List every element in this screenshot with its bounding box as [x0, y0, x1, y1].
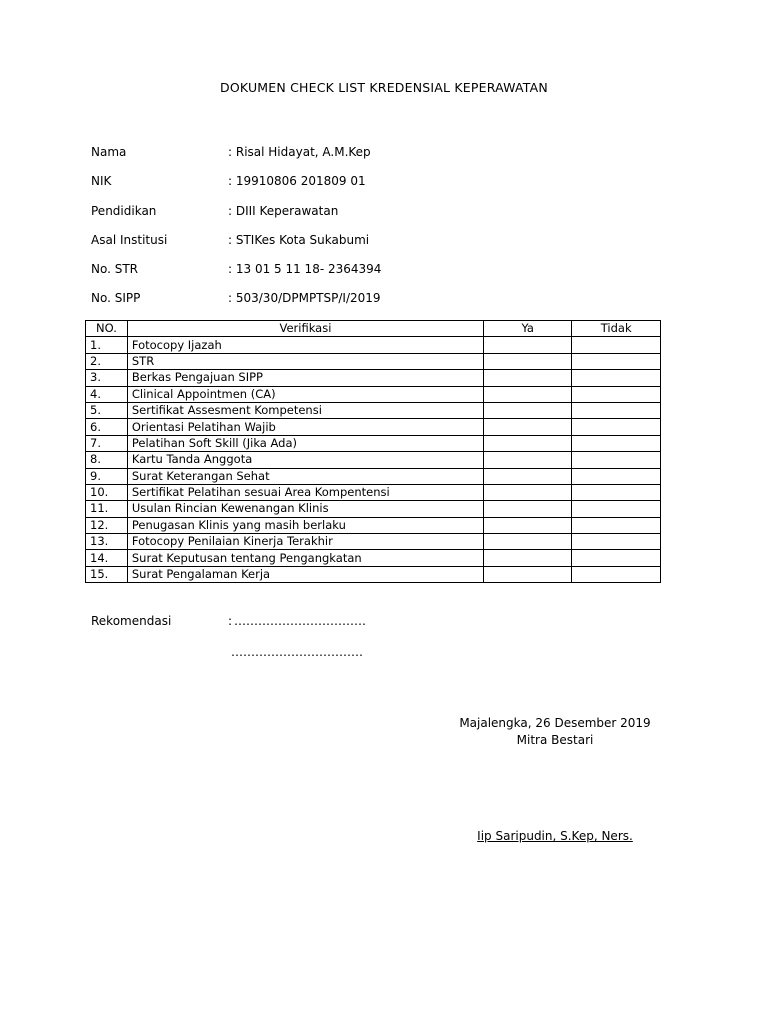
ya-cell[interactable] — [484, 550, 572, 566]
table-row — [86, 501, 661, 517]
row-number: 2. — [86, 353, 128, 369]
row-number: 7. — [86, 435, 128, 451]
row-number: 6. — [86, 419, 128, 435]
tidak-cell[interactable] — [572, 370, 661, 386]
identity-label: Asal Institusi — [91, 232, 168, 247]
identity-row-pendidikan — [91, 201, 651, 230]
identity-label: Pendidikan — [91, 203, 157, 218]
identity-label: No. SIPP — [91, 291, 141, 306]
tidak-cell[interactable] — [572, 419, 661, 435]
row-item: Usulan Rincian Kewenangan Klinis — [127, 501, 483, 517]
tidak-cell[interactable] — [572, 337, 661, 353]
identity-value: : 503/30/DPMPTSP/I/2019 — [228, 291, 381, 306]
table-row — [86, 435, 661, 451]
tidak-cell[interactable] — [572, 501, 661, 517]
tidak-cell[interactable] — [572, 550, 661, 566]
row-item: Pelatihan Soft Skill (Jika Ada) — [127, 435, 483, 451]
identity-row-nik — [91, 171, 651, 200]
tidak-cell[interactable] — [572, 517, 661, 533]
identity-value: : DIII Keperawatan — [228, 203, 339, 218]
table-row — [86, 517, 661, 533]
table-row — [86, 337, 661, 353]
table-row — [86, 353, 661, 369]
tidak-cell[interactable] — [572, 566, 661, 582]
identity-row-nama — [91, 142, 651, 171]
tidak-cell[interactable] — [572, 386, 661, 402]
ya-cell[interactable] — [484, 517, 572, 533]
ya-cell[interactable] — [484, 501, 572, 517]
identity-value: : STIKes Kota Sukabumi — [228, 232, 370, 247]
row-item: Kartu Tanda Anggota — [127, 452, 483, 468]
table-row — [86, 419, 661, 435]
ya-cell[interactable] — [484, 534, 572, 550]
row-number: 15. — [86, 566, 128, 582]
table-row — [86, 550, 661, 566]
table-row — [86, 452, 661, 468]
identity-value: : 13 01 5 11 18- 2364394 — [228, 262, 382, 277]
table-row — [86, 402, 661, 418]
ya-cell[interactable] — [484, 452, 572, 468]
identity-row-sipp — [91, 288, 651, 317]
identity-label: No. STR — [91, 262, 139, 277]
tidak-cell[interactable] — [572, 353, 661, 369]
table-row — [86, 566, 661, 582]
row-item: Surat Keputusan tentang Pengangkatan — [127, 550, 483, 566]
signer-role: Mitra Bestari — [516, 732, 594, 747]
table-row — [86, 484, 661, 500]
signature-block — [440, 715, 670, 748]
row-item: STR — [127, 353, 483, 369]
verification-table — [85, 320, 661, 583]
identity-label: Nama — [91, 145, 127, 159]
ya-cell[interactable] — [484, 468, 572, 484]
tidak-cell[interactable] — [572, 402, 661, 418]
table-header-row — [86, 321, 661, 337]
identity-section — [91, 142, 651, 318]
row-number: 9. — [86, 468, 128, 484]
row-item: Sertifikat Pelatihan sesuai Area Kompentensi — [127, 484, 483, 500]
header-ya: Ya — [484, 321, 572, 337]
tidak-cell[interactable] — [572, 484, 661, 500]
row-number: 8. — [86, 452, 128, 468]
document-title: DOKUMEN CHECK LIST KREDENSIAL KEPERAWATAN — [220, 80, 548, 95]
ya-cell[interactable] — [484, 402, 572, 418]
header-verifikasi: Verifikasi — [127, 321, 483, 337]
recommendation-label: Rekomendasi — [91, 614, 172, 628]
header-tidak: Tidak — [572, 321, 661, 337]
row-number: 13. — [86, 534, 128, 550]
recommendation-colon: : — [228, 614, 233, 628]
ya-cell[interactable] — [484, 337, 572, 353]
tidak-cell[interactable] — [572, 452, 661, 468]
ya-cell[interactable] — [484, 386, 572, 402]
row-number: 1. — [86, 337, 128, 353]
table-row — [86, 386, 661, 402]
row-item: Fotocopy Penilaian Kinerja Terakhir — [127, 534, 483, 550]
identity-value: : Risal Hidayat, A.M.Kep — [228, 145, 371, 159]
identity-row-institusi — [91, 230, 651, 259]
ya-cell[interactable] — [484, 370, 572, 386]
ya-cell[interactable] — [484, 435, 572, 451]
recommendation-line-1: …………………………… — [234, 614, 366, 628]
row-item: Berkas Pengajuan SIPP — [127, 370, 483, 386]
ya-cell[interactable] — [484, 353, 572, 369]
table-row — [86, 468, 661, 484]
row-number: 11. — [86, 501, 128, 517]
recommendation-line-2: …………………………… — [231, 645, 363, 659]
row-item: Orientasi Pelatihan Wajib — [127, 419, 483, 435]
identity-label: NIK — [91, 174, 112, 189]
ya-cell[interactable] — [484, 419, 572, 435]
row-item: Sertifikat Assesment Kompetensi — [127, 402, 483, 418]
row-number: 5. — [86, 402, 128, 418]
row-item: Clinical Appointmen (CA) — [127, 386, 483, 402]
row-item: Surat Pengalaman Kerja — [127, 566, 483, 582]
ya-cell[interactable] — [484, 566, 572, 582]
row-item: Surat Keterangan Sehat — [127, 468, 483, 484]
table-row — [86, 370, 661, 386]
row-number: 3. — [86, 370, 128, 386]
identity-value: : 19910806 201809 01 — [228, 174, 366, 189]
ya-cell[interactable] — [484, 484, 572, 500]
table-row — [86, 534, 661, 550]
row-number: 12. — [86, 517, 128, 533]
signer-name: Iip Saripudin, S.Kep, Ners. — [477, 829, 633, 843]
header-no: NO. — [86, 321, 128, 337]
tidak-cell[interactable] — [572, 435, 661, 451]
tidak-cell[interactable] — [572, 468, 661, 484]
row-number: 10. — [86, 484, 128, 500]
tidak-cell[interactable] — [572, 534, 661, 550]
row-item: Fotocopy Ijazah — [127, 337, 483, 353]
row-item: Penugasan Klinis yang masih berlaku — [127, 517, 483, 533]
identity-row-str — [91, 259, 651, 288]
row-number: 4. — [86, 386, 128, 402]
row-number: 14. — [86, 550, 128, 566]
place-date: Majalengka, 26 Desember 2019 — [459, 716, 651, 730]
